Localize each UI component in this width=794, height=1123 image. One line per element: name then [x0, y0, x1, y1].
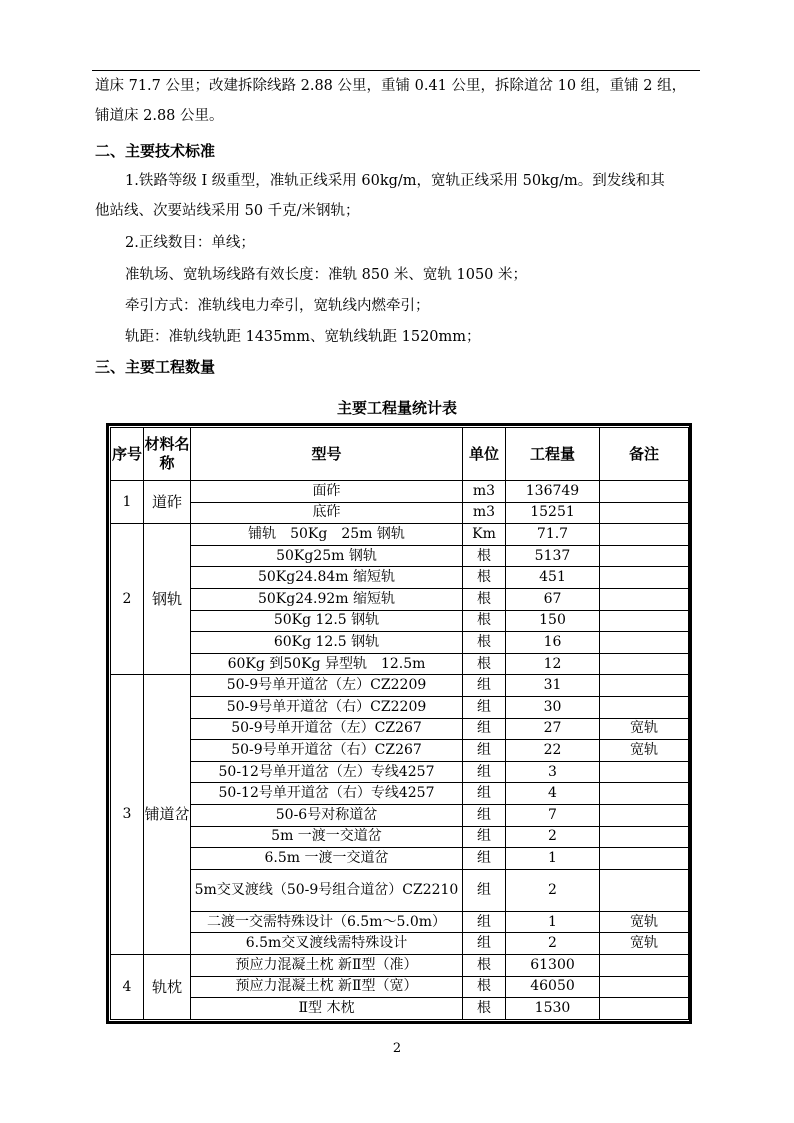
standard-item-1-continued: 他站线、次要站线采用 50 千克/米钢轨； [95, 203, 360, 219]
cell-remark [600, 869, 689, 911]
cell-quantity: 7 [506, 804, 600, 826]
cell-model: 50-9号单开道岔（左）CZ2209 [191, 675, 463, 697]
table-row [111, 804, 689, 826]
cell-model: 预应力混凝土枕 新Ⅱ型（准） [191, 955, 463, 977]
table-row [111, 545, 689, 567]
cell-material: 钢轨 [144, 524, 191, 675]
cell-material: 铺道岔 [144, 675, 191, 955]
paragraph-line: 铺道床 2.88 公里。 [95, 108, 224, 124]
cell-remark: 宽轨 [600, 911, 689, 933]
cell-model: 底砟 [191, 502, 463, 524]
cell-remark [600, 976, 689, 998]
cell-remark [600, 610, 689, 632]
table-row [111, 696, 689, 718]
cell-material: 道砟 [144, 481, 191, 524]
cell-quantity: 3 [506, 761, 600, 783]
cell-quantity: 16 [506, 632, 600, 654]
table-header-row [111, 428, 689, 481]
cell-model: 50Kg25m 钢轨 [191, 545, 463, 567]
standard-item-2: 2.正线数目：单线； [125, 235, 255, 251]
cell-model: 预应力混凝土枕 新Ⅱ型（宽） [191, 976, 463, 998]
cell-unit: 组 [463, 740, 506, 762]
cell-remark [600, 696, 689, 718]
header-material: 材料名称 [144, 428, 191, 481]
table-row [111, 567, 689, 589]
cell-remark [600, 524, 689, 546]
table-row [111, 632, 689, 654]
cell-remark [600, 502, 689, 524]
cell-unit: 根 [463, 976, 506, 998]
cell-seq: 3 [111, 675, 144, 955]
standard-item-effective-length: 准轨场、宽轨场线路有效长度：准轨 850 米、宽轨 1050 米； [125, 267, 528, 283]
table-row [111, 524, 689, 546]
cell-quantity: 1 [506, 848, 600, 870]
cell-quantity: 31 [506, 675, 600, 697]
cell-quantity: 22 [506, 740, 600, 762]
cell-unit: 根 [463, 545, 506, 567]
cell-quantity: 30 [506, 696, 600, 718]
cell-quantity: 136749 [506, 481, 600, 503]
cell-remark [600, 632, 689, 654]
cell-remark [600, 481, 689, 503]
cell-model: 50-6号对称道岔 [191, 804, 463, 826]
cell-seq: 4 [111, 955, 144, 1020]
table-row [111, 610, 689, 632]
cell-remark [600, 826, 689, 848]
quantity-table [110, 427, 689, 1020]
cell-model: 6.5m交叉渡线需特殊设计 [191, 933, 463, 955]
header-model: 型号 [191, 428, 463, 481]
table-row [111, 848, 689, 870]
table-row [111, 740, 689, 762]
cell-quantity: 5137 [506, 545, 600, 567]
table-row [111, 502, 689, 524]
section-heading-quantities: 三、主要工程数量 [95, 358, 216, 376]
header-remark: 备注 [600, 428, 689, 481]
cell-quantity: 2 [506, 826, 600, 848]
table-row [111, 783, 689, 805]
cell-remark [600, 761, 689, 783]
cell-unit: 组 [463, 848, 506, 870]
cell-unit: 组 [463, 675, 506, 697]
cell-model: 6.5m 一渡一交道岔 [191, 848, 463, 870]
cell-unit: 组 [463, 696, 506, 718]
cell-model: 50-9号单开道岔（右）CZ2209 [191, 696, 463, 718]
cell-remark [600, 783, 689, 805]
cell-quantity: 71.7 [506, 524, 600, 546]
cell-unit: 组 [463, 761, 506, 783]
cell-model: 60Kg 到50Kg 异型轨 12.5m [191, 653, 463, 675]
cell-model: 50-9号单开道岔（左）CZ267 [191, 718, 463, 740]
cell-remark [600, 955, 689, 977]
cell-unit: 组 [463, 869, 506, 911]
table-row [111, 718, 689, 740]
cell-unit: 根 [463, 955, 506, 977]
cell-unit: 组 [463, 911, 506, 933]
standard-item-1: 1.铁路等级 I 级重型，准轨正线采用 60kg/m，宽轨正线采用 50kg/m。到发线和其 [125, 173, 665, 189]
cell-quantity: 46050 [506, 976, 600, 998]
table-row [111, 976, 689, 998]
cell-unit: 根 [463, 588, 506, 610]
cell-unit: 根 [463, 567, 506, 589]
header-quantity: 工程量 [506, 428, 600, 481]
cell-model: 60Kg 12.5 钢轨 [191, 632, 463, 654]
cell-quantity: 1530 [506, 998, 600, 1020]
cell-remark [600, 545, 689, 567]
cell-quantity: 4 [506, 783, 600, 805]
page-number: 2 [392, 1041, 402, 1056]
cell-seq: 1 [111, 481, 144, 524]
cell-unit: Km [463, 524, 506, 546]
cell-unit: 根 [463, 653, 506, 675]
standard-item-gauge: 轨距：准轨线轨距 1435mm、宽轨线轨距 1520mm； [125, 329, 481, 345]
cell-unit: 组 [463, 804, 506, 826]
paragraph-line: 道床 71.7 公里；改建拆除线路 2.88 公里，重铺 0.41 公里，拆除道岔 10 组，重铺 2 组， [95, 78, 687, 94]
cell-unit: 根 [463, 610, 506, 632]
table-row [111, 998, 689, 1020]
cell-quantity: 2 [506, 933, 600, 955]
cell-model: 面砟 [191, 481, 463, 503]
table-row [111, 761, 689, 783]
cell-quantity: 15251 [506, 502, 600, 524]
cell-model: 50-12号单开道岔（左）专线4257 [191, 761, 463, 783]
cell-model: Ⅱ型 木枕 [191, 998, 463, 1020]
table-title: 主要工程量统计表 [336, 399, 457, 417]
cell-remark [600, 567, 689, 589]
cell-quantity: 27 [506, 718, 600, 740]
table-body [111, 481, 689, 1020]
header-unit: 单位 [463, 428, 506, 481]
cell-quantity: 451 [506, 567, 600, 589]
table-row [111, 911, 689, 933]
table-row [111, 653, 689, 675]
header-seq: 序号 [111, 428, 144, 481]
cell-model: 50-12号单开道岔（右）专线4257 [191, 783, 463, 805]
cell-material: 轨枕 [144, 955, 191, 1020]
cell-remark [600, 675, 689, 697]
table-row [111, 826, 689, 848]
cell-seq: 2 [111, 524, 144, 675]
section-heading-technical-standards: 二、主要技术标准 [95, 142, 216, 160]
cell-model: 铺轨 50Kg 25m 钢轨 [191, 524, 463, 546]
cell-remark [600, 804, 689, 826]
cell-remark [600, 588, 689, 610]
cell-unit: 组 [463, 933, 506, 955]
cell-remark [600, 848, 689, 870]
cell-unit: 组 [463, 783, 506, 805]
cell-unit: 根 [463, 632, 506, 654]
cell-unit: m3 [463, 502, 506, 524]
cell-quantity: 150 [506, 610, 600, 632]
cell-model: 5m交叉渡线（50-9号组合道岔）CZ2210 [191, 869, 463, 911]
cell-remark: 宽轨 [600, 740, 689, 762]
table-row [111, 933, 689, 955]
cell-remark: 宽轨 [600, 933, 689, 955]
cell-model: 50Kg24.92m 缩短轨 [191, 588, 463, 610]
cell-remark [600, 998, 689, 1020]
cell-model: 二渡一交需特殊设计（6.5m～5.0m） [191, 911, 463, 933]
cell-model: 50Kg 12.5 钢轨 [191, 610, 463, 632]
table-row [111, 588, 689, 610]
cell-quantity: 67 [506, 588, 600, 610]
header-rule [92, 70, 700, 71]
cell-unit: 组 [463, 718, 506, 740]
table-row [111, 955, 689, 977]
standard-item-traction: 牵引方式：准轨线电力牵引，宽轨线内燃牵引； [125, 298, 430, 314]
cell-unit: m3 [463, 481, 506, 503]
cell-model: 5m 一渡一交道岔 [191, 826, 463, 848]
cell-model: 50-9号单开道岔（右）CZ267 [191, 740, 463, 762]
table-row [111, 869, 689, 911]
cell-remark [600, 653, 689, 675]
cell-unit: 组 [463, 826, 506, 848]
table-row [111, 675, 689, 697]
cell-quantity: 2 [506, 869, 600, 911]
cell-quantity: 1 [506, 911, 600, 933]
cell-model: 50Kg24.84m 缩短轨 [191, 567, 463, 589]
table-row [111, 481, 689, 503]
cell-unit: 根 [463, 998, 506, 1020]
cell-remark: 宽轨 [600, 718, 689, 740]
cell-quantity: 12 [506, 653, 600, 675]
cell-quantity: 61300 [506, 955, 600, 977]
